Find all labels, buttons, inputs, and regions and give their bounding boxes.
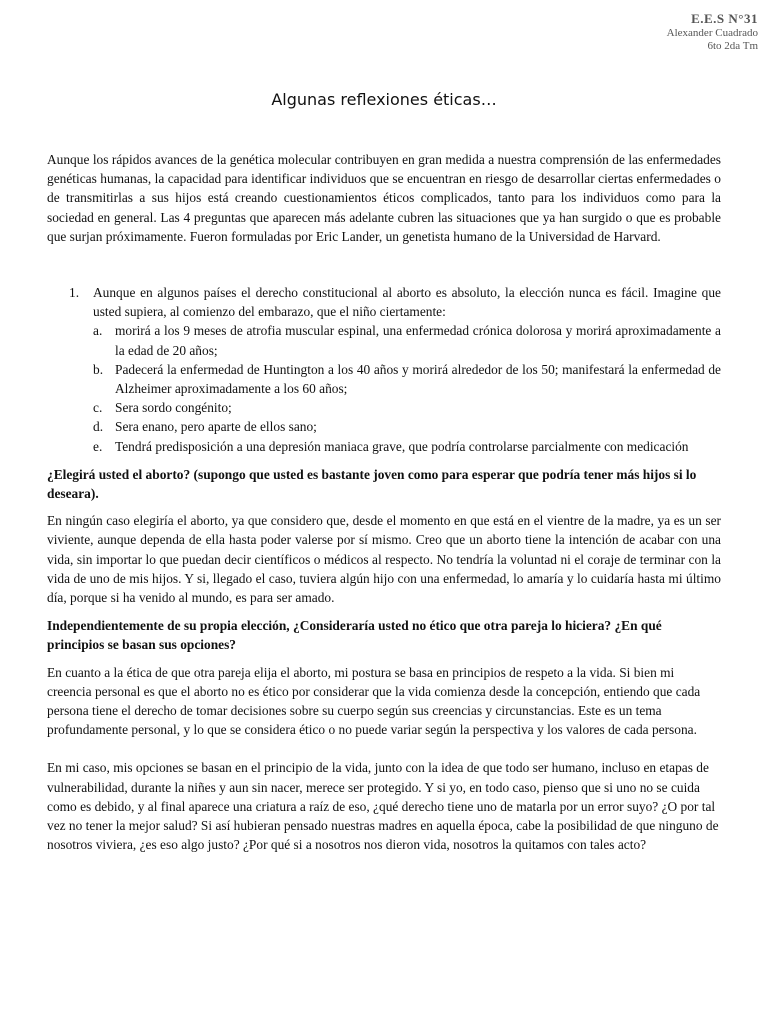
- question-number: 1.: [69, 285, 80, 301]
- question-item-1: [47, 283, 721, 456]
- answer-ethics-paragraph-2: En mi caso, mis opciones se basan en el principio de la vida, junto con la idea de que todo ser humano, incluso en etapas de vulnerabilidad, durante la niñes y aun sin nacer, merece ser protegido. Y si yo, en todo caso, pienso que si uno no se cuida como es debido, y al final aparece una criatura a raíz de eso, ¿qué derecho tiene uno de matarla por un error suyo? ¿O por tal vez no tener la mejor salud? Si así hubieran pensado nuestras madres en aquella época, cabe la posibilidad de que ninguno de nosotros viviera, ¿es eso algo justo? ¿Por qué si a nosotros nos dieron vida, nosotros la quitamos con tales acto?: [47, 760, 719, 853]
- intro-paragraph: Aunque los rápidos avances de la genética molecular contribuyen en gran medida a nuestra comprensión de las enfermedades genéticas humanas, la capacidad para identificar individuos que se encuentran en riesgo de desarrollar ciertas enfermedades o de transmitirlas a sus hijos está creando cuestionamientos éticos complicados, tanto para los individuos como para la sociedad en general. Las 4 preguntas que aparecen más adelante cubren las situaciones que ya han surgido o que es probable que surjan próximamente. Fueron formuladas por Eric Lander, un genetista humano de la Universidad de Harvard.: [47, 152, 721, 244]
- option-text: Sera sordo congénito;: [115, 400, 232, 416]
- option-text: morirá a los 9 meses de atrofia muscular espinal, una enfermedad crónica dolorosa y morirá aproximadamente a la edad de 20 años;: [115, 323, 721, 358]
- option-mark: b.: [93, 361, 104, 377]
- option-mark: e.: [93, 438, 103, 454]
- option-item-a: [93, 321, 721, 359]
- answer-ethics-paragraph-1: En cuanto a la ética de que otra pareja elija el aborto, mi postura se basa en principios de respeto a la vida. Si bien mi creencia personal es que el aborto no es ético por considerar que la vida comienza desde la concepción, entiendo que cada persona tiene el derecho de tomar decisiones sobre su cuerpo según sus creencias y circunstancias. Este es un tema profundamente personal, y lo que se considera ético o no puede variar según la perspectiva y los valores de cada persona.: [47, 664, 701, 738]
- question-abortion: ¿Elegirá usted el aborto? (supongo que usted es bastante joven como para esperar que podría tener más hijos si lo deseara).: [47, 466, 697, 502]
- option-item-c: [93, 398, 721, 417]
- option-item-e: [93, 437, 721, 456]
- option-list: [93, 321, 721, 455]
- option-item-d: [93, 417, 721, 436]
- answer-abortion: En ningún caso elegiría el aborto, ya que considero que, desde el momento en que está en el vientre de la madre, ya es un ser viviente, aunque dependa de ella hasta poder valerse por sí mismo. Creo que un aborto tiene la intención de acabar con una vida, sin importar lo que puedan decir científicos o médicos al respecto. No tendría la voluntad ni el coraje de terminar con la vida de uno de mis hijos. Y si, llegado el caso, tuviera algún hijo con una enfermedad, lo amaría y lo cuidaría hasta mi último día, porque si ha venido al mundo, es para ser amado.: [47, 513, 721, 606]
- document-title: Algunas reflexiones éticas…: [271, 90, 497, 109]
- school-name: E.E.S N°31: [691, 11, 758, 26]
- option-item-b: [93, 360, 721, 398]
- option-mark: a.: [93, 323, 103, 339]
- option-mark: d.: [93, 419, 104, 435]
- option-text: Padecerá la enfermedad de Huntington a los 40 años y morirá alrededor de los 50; manifestará la enfermedad de Alzheimer aproximadamente a los 60 años;: [115, 361, 721, 397]
- question-text: Aunque en algunos países el derecho constitucional al aborto es absoluto, la elección nunca es fácil. Imagine que usted supiera, al comienzo del embarazo, que el niño ciertamente:: [93, 285, 721, 320]
- question-list: [47, 283, 721, 456]
- document-body: [47, 150, 721, 855]
- option-text: Sera enano, pero aparte de ellos sano;: [115, 419, 317, 435]
- author-name: Alexander Cuadrado: [666, 27, 758, 39]
- option-mark: c.: [93, 400, 103, 416]
- option-text: Tendrá predisposición a una depresión maniaca grave, que podría controlarse parcialmente con medicación: [115, 438, 689, 454]
- course-label: 6to 2da Tm: [707, 40, 758, 52]
- document-header: [667, 12, 758, 53]
- question-ethics: Independientemente de su propia elección, ¿Consideraría usted no ético que otra pareja lo hiciera? ¿En qué principios se basan sus opciones?: [47, 618, 662, 653]
